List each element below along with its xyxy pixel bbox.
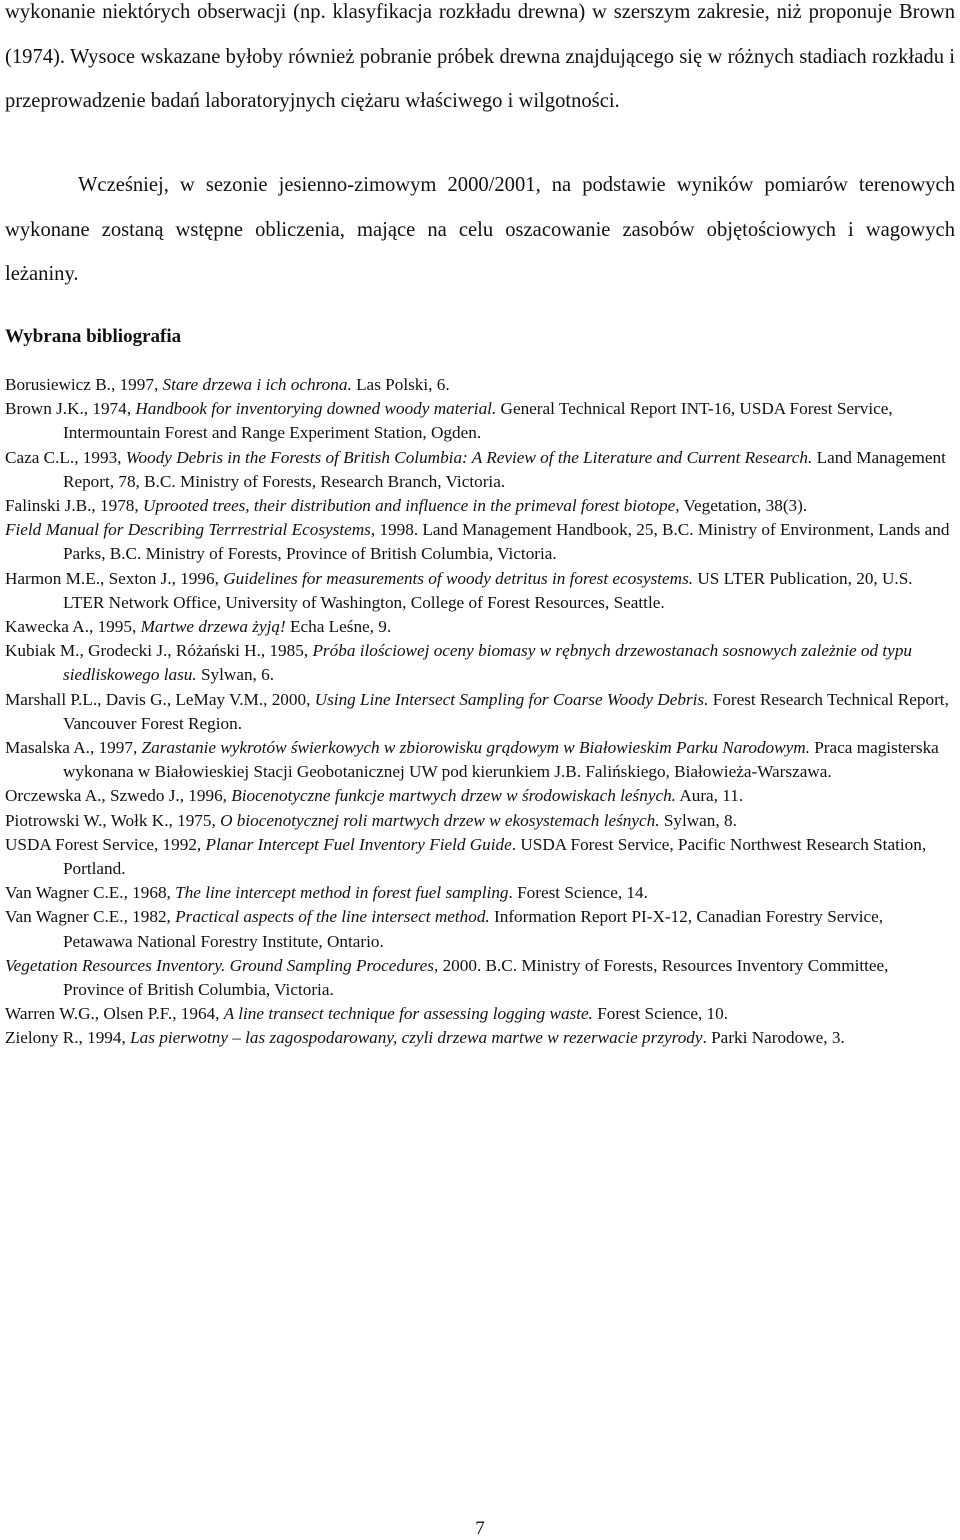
bibliography-entry (5, 954, 950, 1002)
entry-title: Las pierwotny – las zagospodarowany, czyli drzewa martwe w rezerwacie przyrody (130, 1028, 703, 1048)
entry-title: Field Manual for Describing Terrrestrial Ecosystems (5, 520, 371, 540)
entry-authors: Masalska A., 1997, (5, 738, 142, 758)
bibliography-entry (5, 736, 950, 784)
entry-authors: Borusiewicz B., 1997, (5, 375, 163, 394)
entry-source: Praca magisterska wykonana w Białowieskiej Stacji Geobotanicznej UW pod kierunkiem J.B. Falińskiego, Białowieża-Warszawa. (63, 738, 939, 782)
entry-authors: Zielony R., 1994, (5, 1028, 131, 1048)
bibliography-entry (5, 905, 950, 953)
bibliography-entry (5, 1002, 950, 1026)
entry-source: , 1998. Land Management Handbook, 25, B.C. Ministry of Environment, Lands and Parks, B.C. Ministry of Forests, Province of British Columbia, Victoria. (63, 520, 950, 564)
entry-source: Forest Research Technical Report, Vancouver Forest Region. (63, 689, 949, 733)
entry-title: Stare drzewa i ich ochrona. (162, 375, 352, 394)
bibliography-entry (5, 494, 950, 518)
bibliography-entry (5, 639, 950, 687)
entry-title: Próba ilościowej oceny biomasy w rębnych drzewostanach sosnowych zależnie od typu siedliskowego lasu. (63, 641, 913, 685)
page-number: 7 (475, 1518, 485, 1539)
entry-title: Using Line Intersect Sampling for Coarse Woody Debris. (314, 689, 709, 709)
entry-title: Vegetation Resources Inventory. Ground Sampling Procedures (5, 955, 434, 975)
bibliography-entry (5, 446, 950, 494)
bibliography-entry (5, 373, 950, 397)
entry-source: Las Polski, 6. (351, 375, 450, 394)
bibliography-entry (5, 518, 950, 566)
entry-authors: Falinski J.B., 1978, (5, 496, 143, 516)
entry-authors: Marshall P.L., Davis G., LeMay V.M., 2000, (5, 689, 315, 709)
entry-source: Land Management Report, 78, B.C. Ministry of Forests, Research Branch, Victoria. (63, 447, 946, 491)
entry-authors: Harmon M.E., Sexton J., 1996, (5, 568, 224, 588)
entry-source: Forest Science, 10. (592, 1004, 729, 1024)
entry-source: , 2000. B.C. Ministry of Forests, Resources Inventory Committee, Province of British Columbia, Victoria. (63, 955, 889, 1000)
body-paragraph-1: wykonanie niektórych obserwacji (np. klasyfikacja rozkładu drewna) w szerszym zakresie, niż proponuje Brown (1974). Wysoce wskazane byłoby również pobranie próbek drewna znajdującego się w różnych stadiach rozkładu i przeprowadzenie badań laboratoryjnych ciężaru właściwego i wilgotności. (5, 1, 955, 112)
entry-title: Uprooted trees, their distribution and influence in the primeval forest biotope, (143, 496, 680, 516)
bibliography-entry (5, 567, 950, 615)
bibliography-list (5, 373, 950, 1051)
entry-title: A line transect technique for assessing logging waste. (223, 1004, 593, 1024)
entry-authors: Caza C.L., 1993, (5, 447, 126, 467)
entry-title: Biocenotyczne funkcje martwych drzew w środowiskach leśnych. (231, 786, 676, 806)
bibliography-heading: Wybrana bibliografia (5, 326, 182, 347)
bibliography-entry (5, 809, 950, 833)
bibliography-entry (5, 688, 950, 736)
bibliography-entry (5, 881, 950, 905)
bibliography-entry (5, 615, 950, 639)
entry-title: Practical aspects of the line intersect method. (175, 907, 490, 927)
entry-source: Sylwan, 8. (659, 810, 737, 830)
entry-authors: Warren W.G., Olsen P.F., 1964, (5, 1004, 224, 1024)
entry-authors: USDA Forest Service, 1992, (5, 834, 206, 854)
entry-title: Woody Debris in the Forests of British Columbia: A Review of the Literature and Current Research. (125, 447, 813, 467)
entry-source: Vegetation, 38(3). (679, 496, 808, 516)
bibliography-entry (5, 833, 950, 881)
entry-source: General Technical Report INT-16, USDA Forest Service, Intermountain Forest and Range Experiment Station, Ogden. (63, 399, 893, 443)
body-paragraph-2: Wcześniej, w sezonie jesienno-zimowym 2000/2001, na podstawie wyników pomiarów terenowych wykonane zostaną wstępne obliczenia, mające na celu oszacowanie zasobów objętościowych i wagowych leżaniny. (5, 174, 955, 285)
entry-source: Echa Leśne, 9. (285, 617, 392, 637)
entry-title: Planar Intercept Fuel Inventory Field Guide (205, 834, 512, 854)
entry-source: Sylwan, 6. (196, 665, 275, 685)
entry-source: . Parki Narodowe, 3. (702, 1028, 845, 1048)
entry-title: Guidelines for measurements of woody detritus in forest ecosystems. (223, 568, 694, 588)
entry-authors: Kubiak M., Grodecki J., Różański H., 1985, (5, 641, 313, 661)
entry-source: Information Report PI-X-12, Canadian Forestry Service, Petawawa National Forestry Institute, Ontario. (63, 907, 884, 951)
entry-source: Aura, 11. (675, 786, 744, 806)
bibliography-entry (5, 1026, 950, 1050)
entry-source: . Forest Science, 14. (508, 883, 648, 903)
entry-authors: Van Wagner C.E., 1982, (5, 907, 176, 927)
entry-authors: Piotrowski W., Wołk K., 1975, (5, 810, 221, 830)
entry-source: US LTER Publication, 20, U.S. LTER Network Office, University of Washington, College of Forest Resources, Seattle. (63, 568, 913, 612)
bibliography-entry (5, 784, 950, 808)
document-page (5, 0, 955, 1537)
entry-authors: Van Wagner C.E., 1968, (5, 883, 176, 903)
entry-authors: Brown J.K., 1974, (5, 399, 136, 419)
entry-authors: Orczewska A., Szwedo J., 1996, (5, 786, 232, 806)
entry-authors: Kawecka A., 1995, (5, 617, 141, 637)
entry-title: Handbook for inventorying downed woody material. (135, 399, 497, 419)
entry-title: Zarastanie wykrotów świerkowych w zbiorowisku grądowym w Białowieskim Parku Narodowym. (141, 738, 810, 758)
entry-source: . USDA Forest Service, Pacific Northwest Research Station, Portland. (63, 834, 927, 879)
entry-title: O biocenotycznej roli martwych drzew w ekosystemach leśnych. (220, 810, 660, 830)
bibliography-entry (5, 397, 950, 445)
entry-title: Martwe drzewa żyją! (140, 617, 286, 637)
entry-title: The line intercept method in forest fuel sampling (175, 883, 509, 903)
